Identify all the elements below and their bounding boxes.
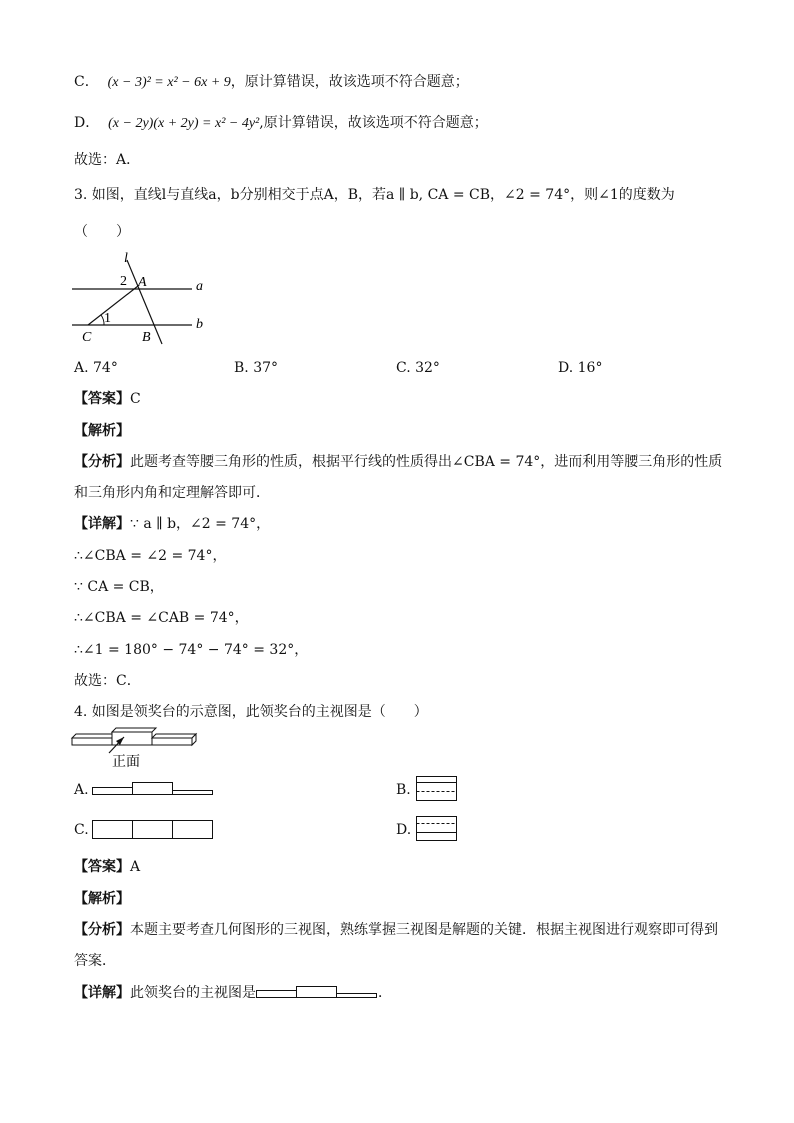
q3-step4: ∴∠CBA = ∠CAB = 74°， <box>74 610 249 626</box>
label-a: a <box>196 279 203 294</box>
q4-answer: 【答案】A <box>74 859 141 875</box>
math-expression: (x − 3)² = x² − 6x + 9 <box>107 75 231 90</box>
q3-option-a: A. 74° <box>74 360 118 376</box>
q4-stem: 4. 如图是领奖台的示意图，此领奖台的主视图是（ ） <box>74 704 428 720</box>
math-expression: (x − 2y)(x + 2y) = x² − 4y² <box>108 116 260 131</box>
q3-step5: ∴∠1 = 180° − 74° − 74° = 32°， <box>74 642 309 658</box>
q4-option-c-figure <box>92 820 216 840</box>
prev-option-c: C． (x − 3)² = x² − 6x + 9，原计算错误，故该选项不符合题意； <box>74 74 469 90</box>
inline-front-view <box>256 986 378 999</box>
q3-option-b: B. 37° <box>234 360 279 376</box>
q3-step2: ∴∠CBA = ∠2 = 74°， <box>74 548 227 564</box>
front-label: 正面 <box>112 754 140 770</box>
q4-option-a-label: A. <box>74 782 89 798</box>
q3-xiangjie: 【详解】∵ a ∥ b，∠2 = 74°， <box>74 516 271 532</box>
label-l: l <box>124 251 128 266</box>
q3-answer: 【答案】C <box>74 391 141 407</box>
q3-step3: ∵ CA = CB， <box>74 579 164 595</box>
q4-podium-figure <box>72 728 212 770</box>
segment-ca <box>88 286 138 325</box>
q4-analysis-tag: 【解析】 <box>74 891 130 907</box>
q4-option-d-label: D. <box>396 822 412 838</box>
q3-fenxi-1: 【分析】此题考查等腰三角形的性质，根据平行线的性质得出∠CBA = 74°，进而利用等腰三角形的性质 <box>74 454 723 470</box>
q4-option-d-figure <box>416 816 458 842</box>
q3-analysis-tag: 【解析】 <box>74 423 130 439</box>
prev-choose: 故选：A． <box>74 152 141 168</box>
q3-figure <box>70 252 220 347</box>
q3-paren: （ ） <box>74 224 130 240</box>
label-2: 2 <box>120 274 127 289</box>
label-B: B <box>142 330 151 345</box>
q4-xiangjie: 【详解】此领奖台的主视图是 ． <box>74 985 392 1001</box>
label-1: 1 <box>104 311 111 326</box>
q3-option-d: D. 16° <box>558 360 603 376</box>
q4-option-c-label: C. <box>74 822 89 838</box>
q3-option-c: C. 32° <box>396 360 440 376</box>
q3-stem: 3. 如图，直线l与直线a，b分别相交于点A，B，若a ∥ b, CA = CB，∠2 = 74°，则∠1的度数为 <box>74 187 675 203</box>
q4-fenxi-1: 【分析】本题主要考查几何图形的三视图，熟练掌握三视图是解题的关键．根据主视图进行观察即可得到 <box>74 922 718 938</box>
q3-choose: 故选：C． <box>74 673 141 689</box>
q4-option-b-label: B. <box>396 782 411 798</box>
q3-fenxi-2: 和三角形内角和定理解答即可． <box>74 485 270 501</box>
q4-fenxi-2: 答案． <box>74 953 116 969</box>
label-b: b <box>196 317 203 332</box>
label-C: C <box>82 330 92 345</box>
prev-option-d: D． (x − 2y)(x + 2y) = x² − 4y²,原计算错误，故该选项不符合题意； <box>74 115 488 131</box>
q4-option-b-figure <box>416 776 458 802</box>
label-A: A <box>138 275 147 290</box>
q4-option-a-figure <box>92 782 216 796</box>
